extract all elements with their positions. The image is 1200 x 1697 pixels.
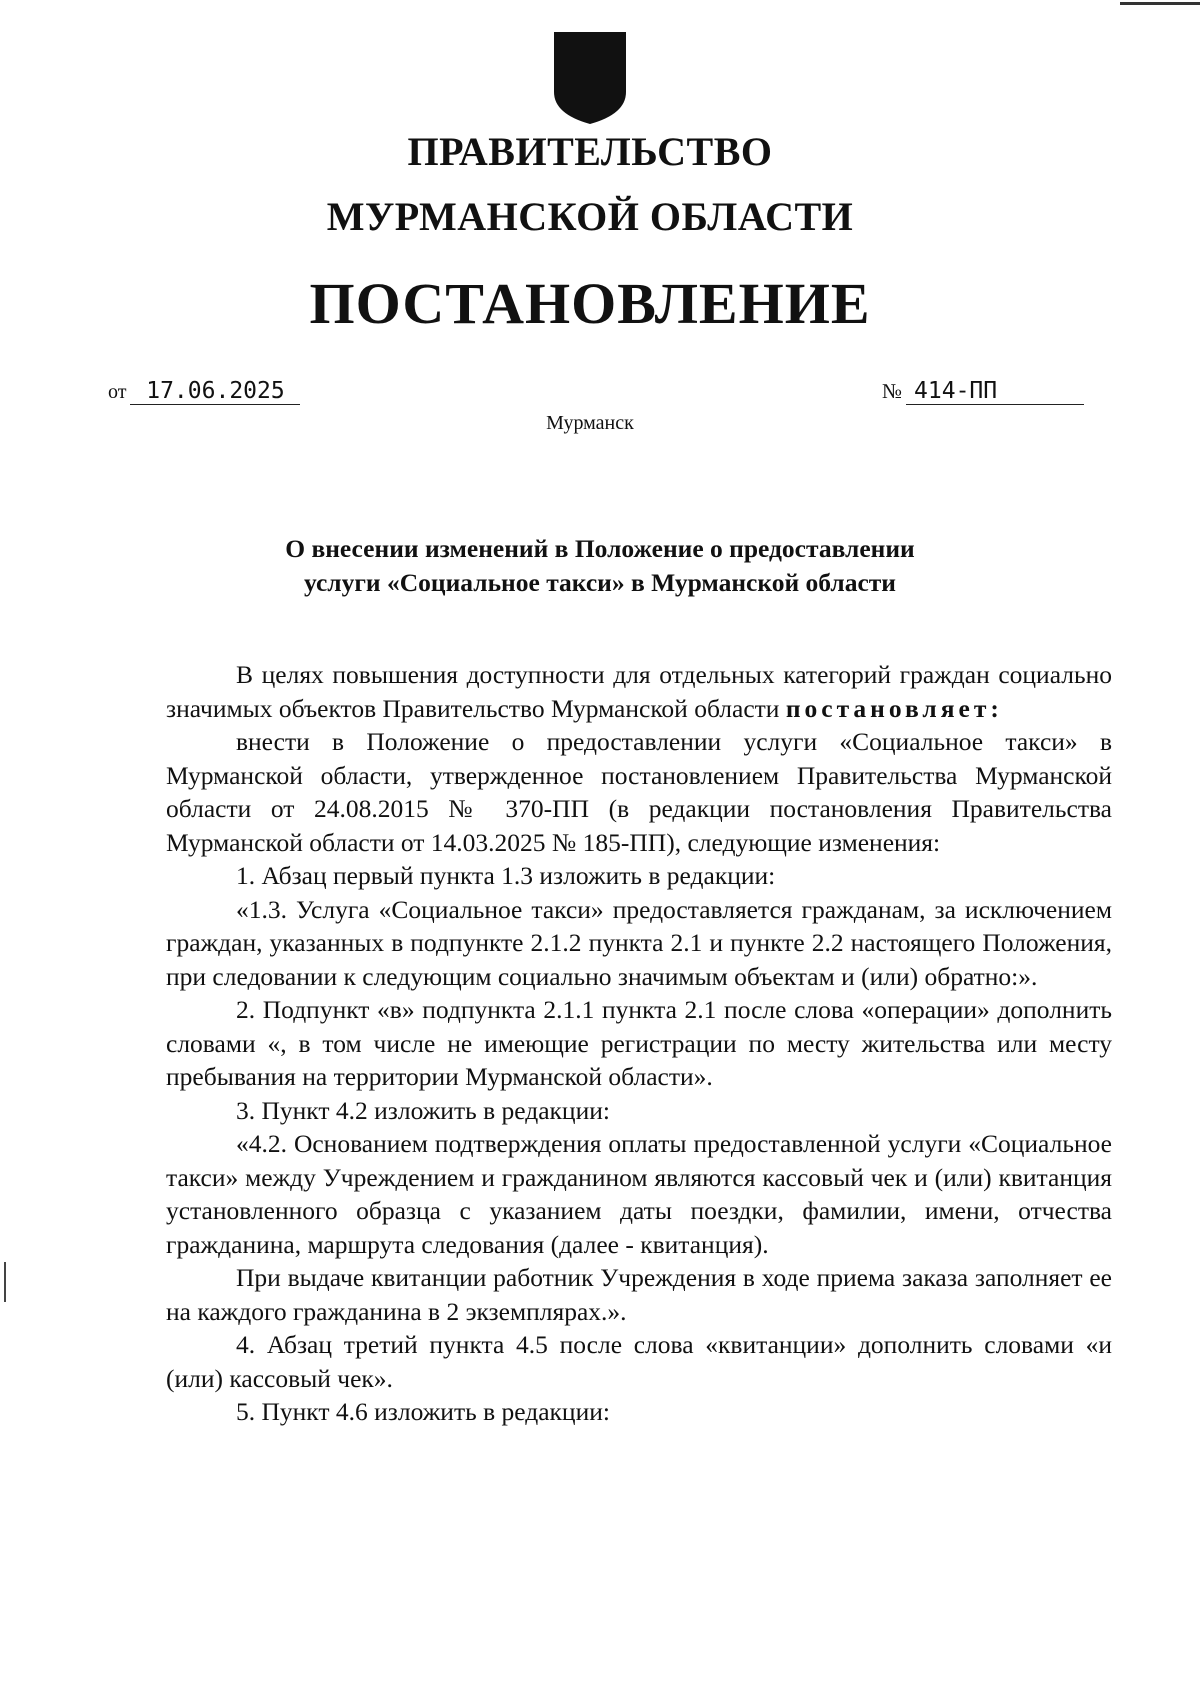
intro-text: В целях повышения доступности для отдельных категорий граждан социально значимых объектов Правительство Мурманской области xyxy=(166,660,1112,723)
decree-word: постановляет: xyxy=(785,693,1003,723)
intro-paragraph xyxy=(166,658,1112,725)
coat-of-arms-icon xyxy=(552,30,628,126)
scan-edge-mark-left xyxy=(4,1262,6,1302)
paragraph-item-1: 1. Абзац первый пункта 1.3 изложить в редакции: xyxy=(236,861,776,890)
date-prefix: от xyxy=(108,381,127,403)
title-line-2: услуги «Социальное такси» в Мурманской области xyxy=(304,568,896,597)
number-prefix: № xyxy=(882,379,903,403)
paragraph-item-2: 2. Подпункт «в» подпункта 2.1.1 пункта 2.1 после слова «операции» дополнить словами «, в том числе не имеющие регистрации по месту жительства или месту пребывания на территории Мурманской области». xyxy=(166,995,1112,1091)
city-label: Мурманск xyxy=(546,412,634,434)
document-body xyxy=(166,658,1112,1429)
region-heading: МУРМАНСКОЙ ОБЛАСТИ xyxy=(326,194,854,239)
number-value: 414-ПП xyxy=(906,378,1084,405)
paragraph-item-1-text: «1.3. Услуга «Социальное такси» предоставляется гражданам, за исключением граждан, указанных в подпункте 2.1.2 пункта 2.1 и пункте 2.2 настоящего Положения, при следовании к следующим социально значимым объектам и (или) обратно:». xyxy=(166,894,1112,991)
date-value: 17.06.2025 xyxy=(130,378,300,405)
scan-edge-mark xyxy=(1120,2,1200,5)
number-field xyxy=(882,378,1084,405)
paragraph-amend: внести в Положение о предоставлении услуги «Социальное такси» в Мурманской области, утвержденное постановлением Правительства Мурманской области от 24.08.2015 № 370-ПП (в редакции постановления Правительства Мурманской области от 14.03.2025 № 185-ПП), следующие изменения: xyxy=(166,727,1112,857)
paragraph-item-3-receipt: При выдаче квитанции работник Учреждения в ходе приема заказа заполняет ее на каждого гражданина в 2 экземплярах.». xyxy=(166,1263,1112,1326)
paragraph-item-3-text: «4.2. Основанием подтверждения оплаты предоставленной услуги «Социальное такси» между Учреждением и гражданином являются кассовый чек и (или) квитанция установленного образца с указанием даты поездки, фамилии, имени, отчества гражданина, маршрута следования (далее - квитанция). xyxy=(166,1129,1112,1259)
paragraph-item-5: 5. Пункт 4.6 изложить в редакции: xyxy=(236,1397,610,1426)
government-heading: ПРАВИТЕЛЬСТВО xyxy=(407,129,773,174)
title-line-1: О внесении изменений в Положение о предоставлении xyxy=(285,534,915,563)
date-field xyxy=(108,378,300,405)
document-type-heading: ПОСТАНОВЛЕНИЕ xyxy=(309,271,871,336)
paragraph-item-3: 3. Пункт 4.2 изложить в редакции: xyxy=(236,1095,610,1125)
paragraph-item-4: 4. Абзац третий пункта 4.5 после слова «квитанции» дополнить словами «и (или) кассовый чек». xyxy=(166,1330,1112,1393)
document-title xyxy=(200,532,1000,600)
